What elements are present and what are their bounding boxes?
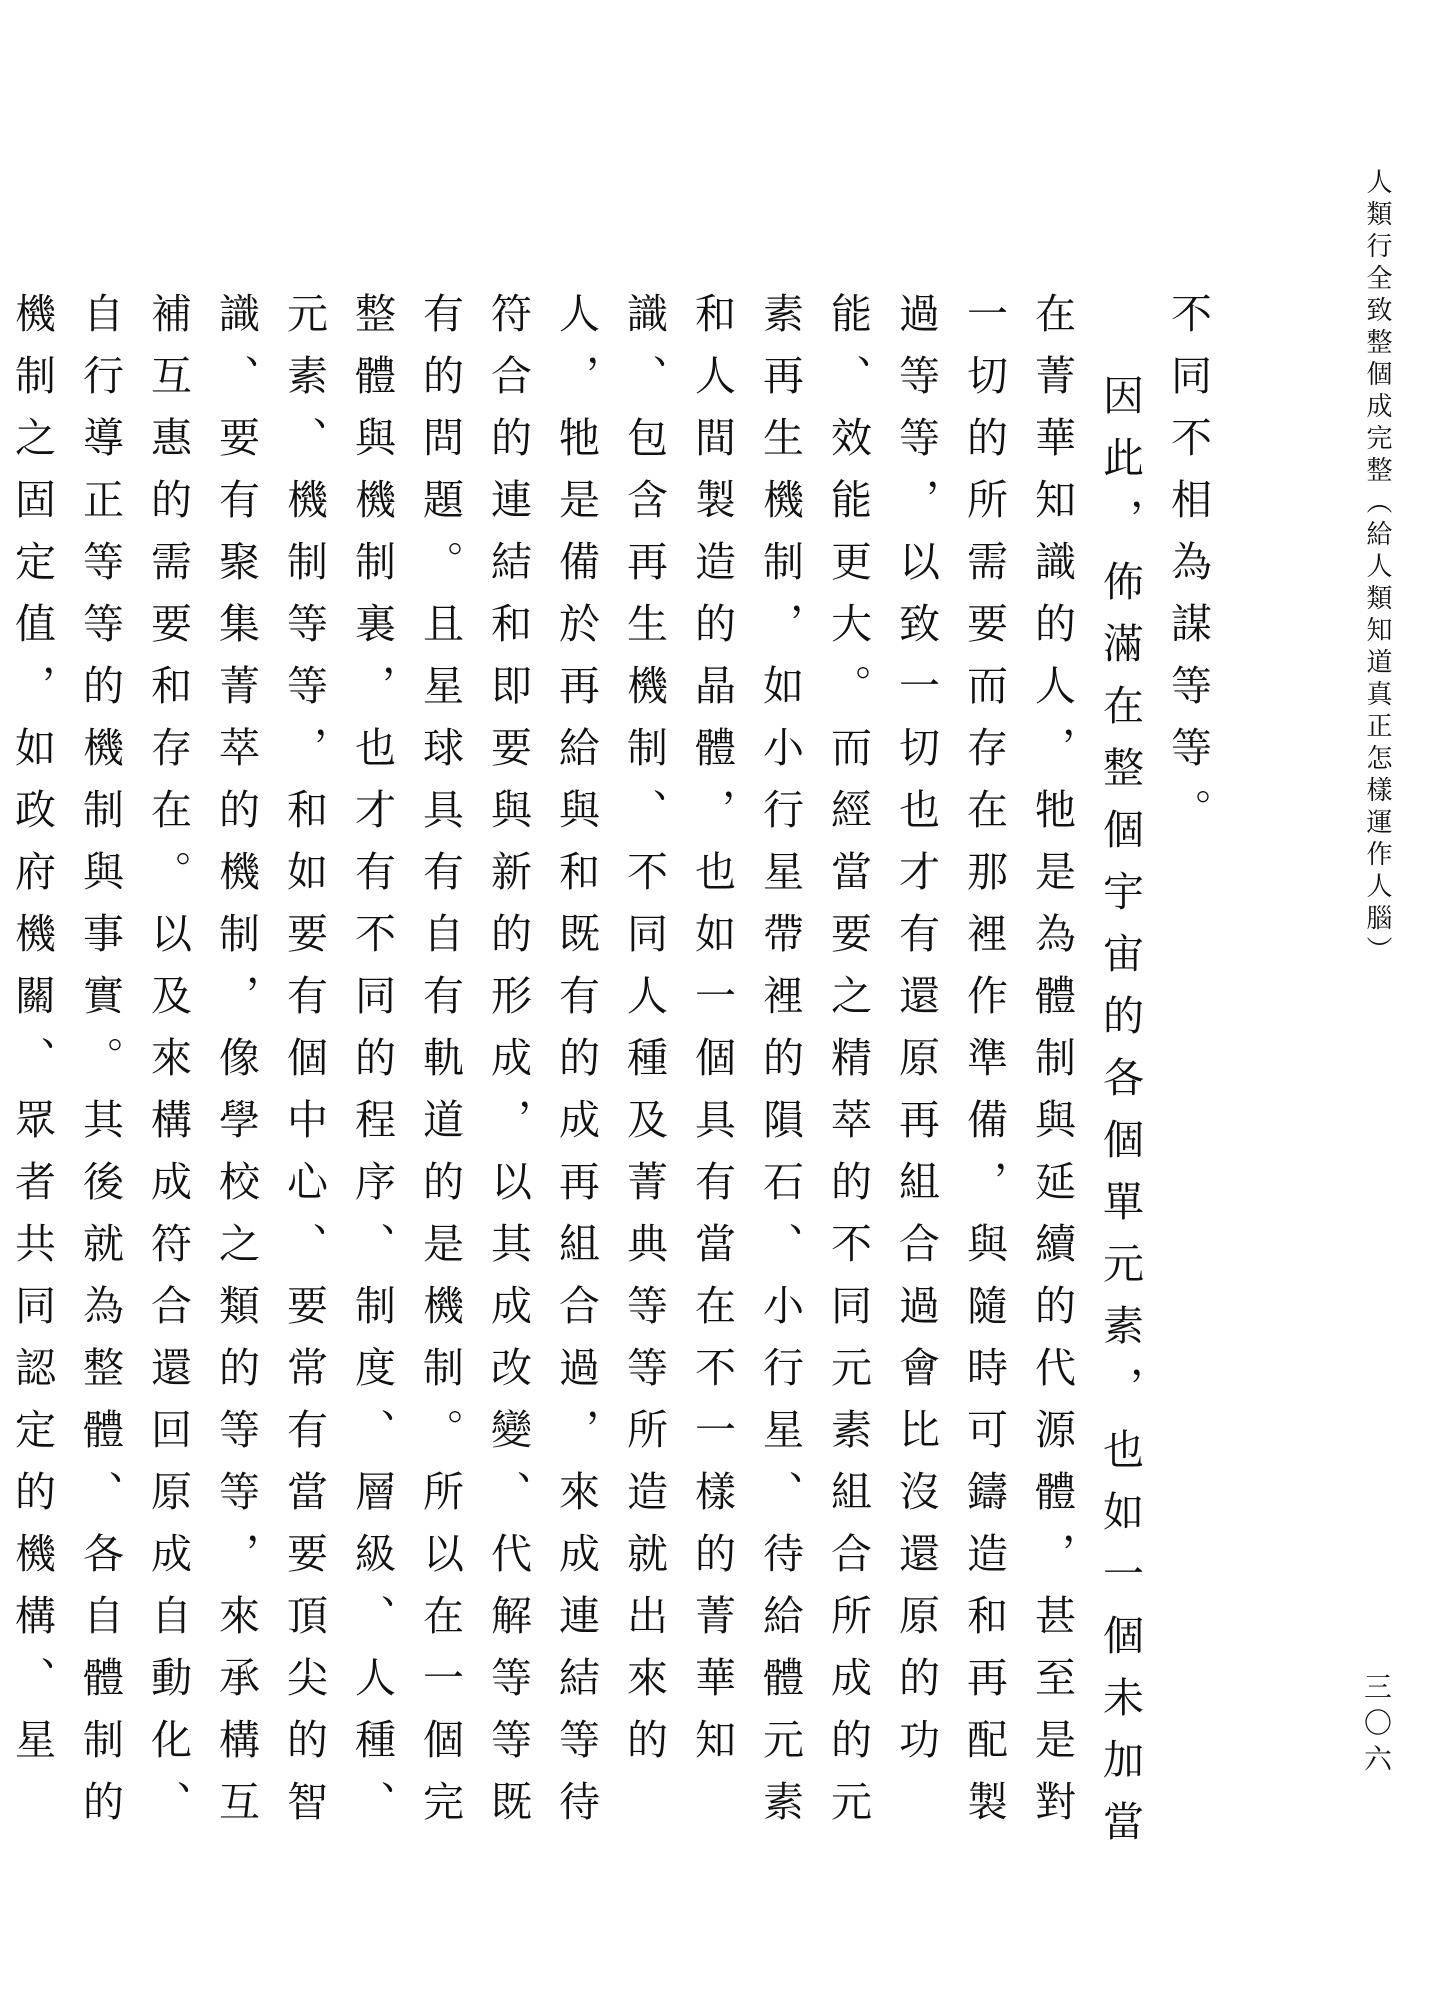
continued-line: 不同不相為謀等等。 [1164, 292, 1212, 850]
page-number: 三〇六 [1360, 1672, 1393, 1780]
body-text [8, 292, 1222, 1892]
body-paragraph: 因此，佈滿在整個宇宙的各個單元素，也如一個未加當在菁華知識的人，牠是為體制與延續的代源體，甚至是對一切的所需要而存在那裡作準備，與隨時可鑄造和再配製過等等，以致一切也才有還原再組合過會比沒還原的功能、效能更大。而經當要之精萃的不同元素組合所成的元素再生機制，如小行星帶裡的隕石、小行星、待給體元素和人間製造的晶體，也如一個具有當在不一樣的菁華知識、包含再生機制、不同人種及菁典等等所造就出來的人，牠是備於再給與和既有的成再組合過，來成連結等待符合的連結和即要與新的形成，以其成改變、代解等等既有的問題。且星球具有自有軌道的是機制。所以在一個完整體與機制裏，也才有不同的程序、制度、層級、人種、元素、機制等等，和如要有個中心、要常有當要頂尖的智識、要有聚集菁萃的機制，像學校之類的等等，來承構互補互惠的需要和存在。以及來構成符合還回原成自動化、自行導正等等的機制與事實。其後就為整體、各自體制的機制之固定值，如政府機關、眾者共同認定的機構、星 [8, 292, 1144, 1862]
running-header: 人類行全致整個成完整（給人類知道真正怎樣運作人腦） [1362, 168, 1392, 968]
